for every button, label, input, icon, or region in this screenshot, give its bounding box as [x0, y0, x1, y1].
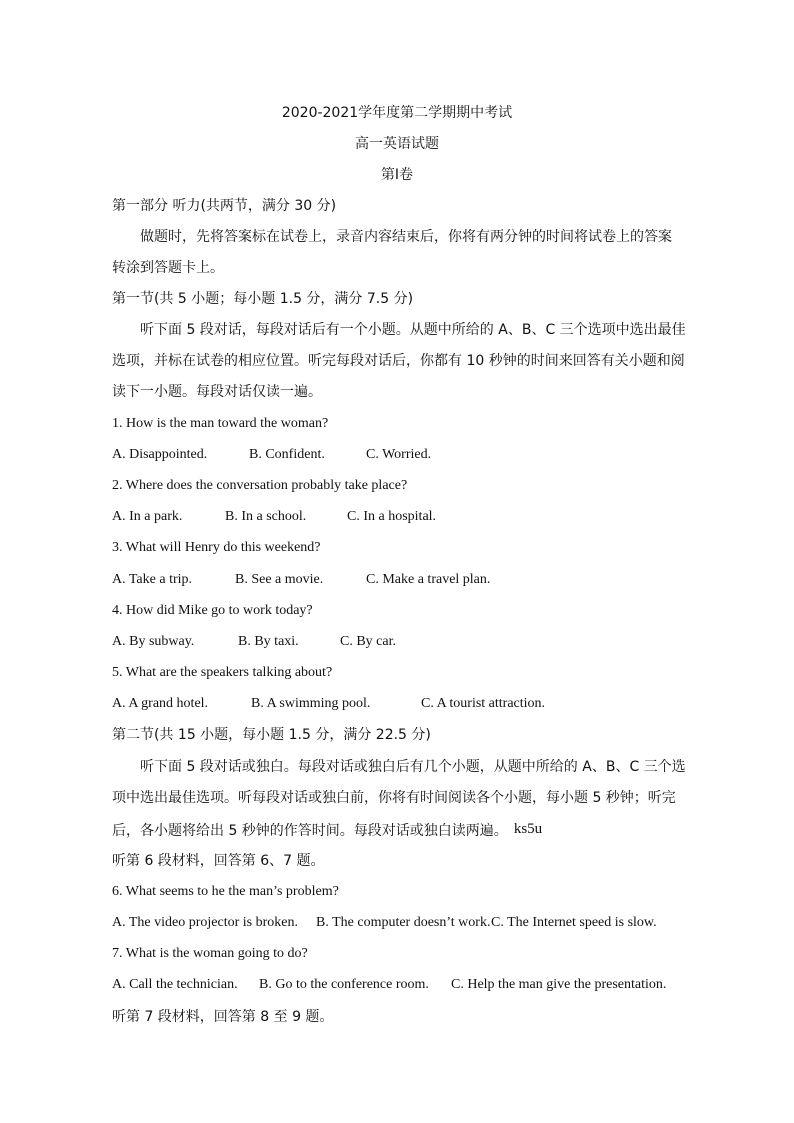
section2-instruction-line3-text: 后，各小题将给出 5 秒钟的作答时间。每段对话或独白读两遍。 — [112, 823, 508, 839]
q5-option-c: C. A tourist attraction. — [421, 696, 546, 711]
exam-title: 2020-2021学年度第二学期期中考试 — [281, 105, 513, 121]
question-2: 2. Where does the conversation probably take place? — [112, 478, 408, 493]
q4-option-c: C. By car. — [340, 634, 396, 649]
q2-option-a: A. In a park. — [112, 509, 183, 524]
q5-option-b: B. A swimming pool. — [251, 696, 371, 711]
q4-option-a: A. By subway. — [112, 634, 195, 649]
q7-option-c: C. Help the man give the presentation. — [451, 977, 667, 992]
section2-instruction-line3 — [112, 820, 542, 840]
question-5: 5. What are the speakers talking about? — [112, 665, 333, 680]
question-4: 4. How did Mike go to work today? — [112, 603, 313, 618]
q5-option-a: A. A grand hotel. — [112, 696, 209, 711]
section1-heading: 第一节(共 5 小题；每小题 1.5 分，满分 7.5 分) — [112, 291, 414, 307]
q3-option-a: A. Take a trip. — [112, 572, 193, 587]
q6-option-c: C. The Internet speed is slow. — [491, 915, 657, 930]
question-1: 1. How is the man toward the woman? — [112, 416, 329, 431]
q2-option-b: B. In a school. — [225, 509, 307, 524]
q6-option-b: B. The computer doesn’t work. — [316, 915, 491, 930]
material-6-heading: 听第 6 段材料，回答第 6、7 题。 — [112, 853, 325, 869]
watermark-text: ks5u — [513, 821, 543, 837]
part1-heading: 第一部分 听力(共两节，满分 30 分) — [112, 198, 337, 214]
volume-title: 第I卷 — [380, 167, 414, 183]
section2-instruction-line2: 项中选出最佳选项。听每段对话或独白前，你将有时间阅读各个小题，每小题 5 秒钟；听完 — [112, 790, 676, 806]
section2-instruction-line1: 听下面 5 段对话或独白。每段对话或独白后有几个小题，从题中所给的 A、B、C 三个选 — [140, 759, 686, 775]
q1-option-c: C. Worried. — [366, 447, 432, 462]
q4-option-b: B. By taxi. — [238, 634, 299, 649]
section1-instruction-line2: 选项，并标在试卷的相应位置。听完每段对话后，你都有 10 秒钟的时间来回答有关小题和阅 — [112, 353, 685, 369]
question-3: 3. What will Henry do this weekend? — [112, 540, 321, 555]
q3-option-b: B. See a movie. — [235, 572, 324, 587]
part1-instruction-line1: 做题时，先将答案标在试卷上，录音内容结束后，你将有两分钟的时间将试卷上的答案 — [140, 229, 672, 245]
question-6: 6. What seems to he the man’s problem? — [112, 884, 339, 899]
question-7: 7. What is the woman going to do? — [112, 946, 308, 961]
q2-option-c: C. In a hospital. — [347, 509, 437, 524]
section1-instruction-line1: 听下面 5 段对话，每段对话后有一个小题。从题中所给的 A、B、C 三个选项中选出最佳 — [140, 322, 686, 338]
q6-option-a: A. The video projector is broken. — [112, 915, 298, 930]
subject-title: 高一英语试题 — [355, 136, 439, 152]
q1-option-a: A. Disappointed. — [112, 447, 208, 462]
part1-instruction-line2: 转涂到答题卡上。 — [112, 260, 224, 276]
q3-option-c: C. Make a travel plan. — [366, 572, 491, 587]
q7-option-b: B. Go to the conference room. — [259, 977, 429, 992]
section2-heading: 第二节(共 15 小题，每小题 1.5 分，满分 22.5 分) — [112, 727, 431, 743]
material-7-heading: 听第 7 段材料，回答第 8 至 9 题。 — [112, 1009, 334, 1025]
q7-option-a: A. Call the technician. — [112, 977, 238, 992]
section1-instruction-line3: 读下一小题。每段对话仅读一遍。 — [112, 384, 322, 400]
q1-option-b: B. Confident. — [249, 447, 325, 462]
